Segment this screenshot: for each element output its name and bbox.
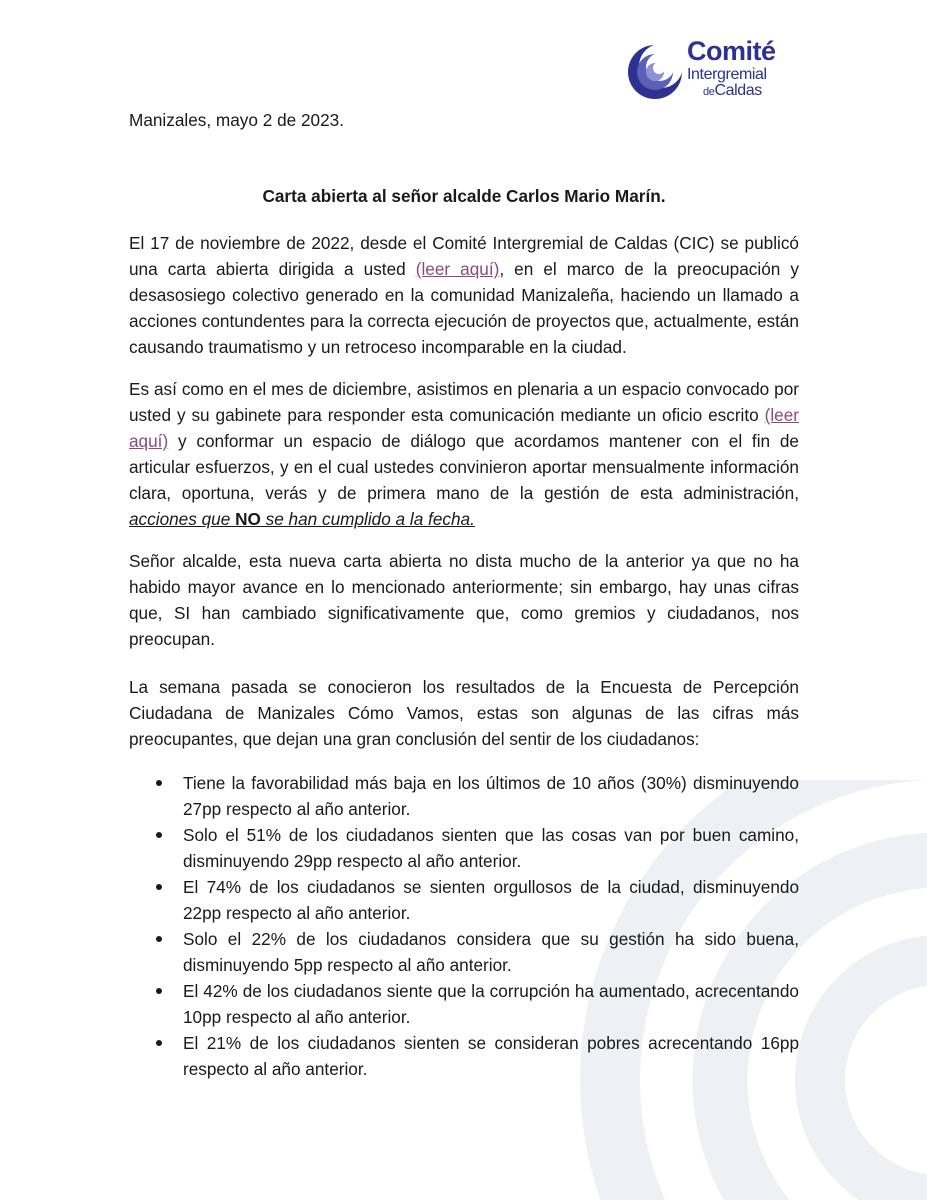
read-here-link-2[interactable]: (leer aquí) [129,405,799,451]
list-item-text: El 21% de los ciudadanos sienten se consideran pobres acrecentando 16pp respecto al año anterior. [183,1033,799,1079]
list-item-text: El 42% de los ciudadanos siente que la corrupción ha aumentado, acrecentando 10pp respecto al año anterior. [183,981,799,1027]
moon-rings-logo-icon [625,42,685,102]
list-item-text: Tiene la favorabilidad más baja en los últimos de 10 años (30%) disminuyendo 27pp respecto al año anterior. [183,773,799,819]
emphasis-text-b: se han cumplido a la fecha. [260,509,475,529]
paragraph-3: Señor alcalde, esta nueva carta abierta no dista mucho de la anterior ya que no ha habido mayor avance en lo mencionado anteriormente; sin embargo, hay unas cifras que, SI han cambiado significativamente que, como gremios y ciudadanos, nos preocupan. [129,551,799,649]
list-item-text: Solo el 22% de los ciudadanos considera que su gestión ha sido buena, disminuyendo 5pp respecto al año anterior. [183,929,799,975]
list-item [129,822,799,874]
paragraph-2-text-a: Es así como en el mes de diciembre, asistimos en plenaria a un espacio convocado por usted y su gabinete para responder esta comunicación mediante un oficio escrito [129,379,799,425]
list-item [129,1030,799,1082]
paragraph-1-text-b: , en el marco de la preocupación y desasosiego colectivo generado en la comunidad Manizaleña, haciendo un llamado a acciones contundentes para la correcta ejecución de proyectos que, actualmente, están causando traumatismo y un retroceso incomparable en la ciudad. [129,259,799,357]
paragraph-1-text-a: El 17 de noviembre de 2022, desde el Comité Intergremial de Caldas (CIC) se publicó una carta abierta dirigida a usted [129,233,799,279]
list-item-text: Solo el 51% de los ciudadanos sienten que las cosas van por buen camino, disminuyendo 29pp respecto al año anterior. [183,825,799,871]
logo-text-line2: Intergremial [687,66,767,83]
letter-date: Manizales, mayo 2 de 2023. [129,110,344,130]
unfulfilled-actions-emphasis [129,509,475,529]
read-here-link-1[interactable]: (leer aquí) [415,259,500,279]
bullet-dot-icon [156,1040,162,1046]
bullet-dot-icon [156,780,162,786]
emphasis-text-a: acciones que [129,509,236,529]
emphasis-no: NO [235,509,261,529]
bullet-dot-icon [156,988,162,994]
logo-text-de: de [703,86,715,98]
list-item-text: El 74% de los ciudadanos se sienten orgullosos de la ciudad, disminuyendo 22pp respecto al año anterior. [183,877,799,923]
list-item [129,926,799,978]
paragraph-4: La semana pasada se conocieron los resultados de la Encuesta de Percepción Ciudadana de Manizales Cómo Vamos, estas son algunas de las cifras más preocupantes, que dejan una gran conclusión del sentir de los ciudadanos: [129,677,799,749]
paragraph-2-text-b: y conformar un espacio de diálogo que acordamos mantener con el fin de articular esfuerzos, y en el cual ustedes convinieron aportar mensualmente información clara, oportuna, verás y de primera mano de la gestión de esta administración, [129,431,799,503]
paragraph-2 [129,376,799,532]
survey-findings-list [129,770,799,1082]
logo-text-line1: Comité [687,36,776,66]
letter-title: Carta abierta al señor alcalde Carlos Mario Marín. [262,186,666,206]
list-item [129,770,799,822]
paragraph-1 [129,230,799,360]
bullet-dot-icon [156,936,162,942]
organization-logo [625,36,795,102]
list-item [129,978,799,1030]
logo-text-caldas: Caldas [714,82,762,99]
bullet-dot-icon [156,884,162,890]
list-item [129,874,799,926]
logo-text-line3 [703,82,762,100]
bullet-dot-icon [156,832,162,838]
